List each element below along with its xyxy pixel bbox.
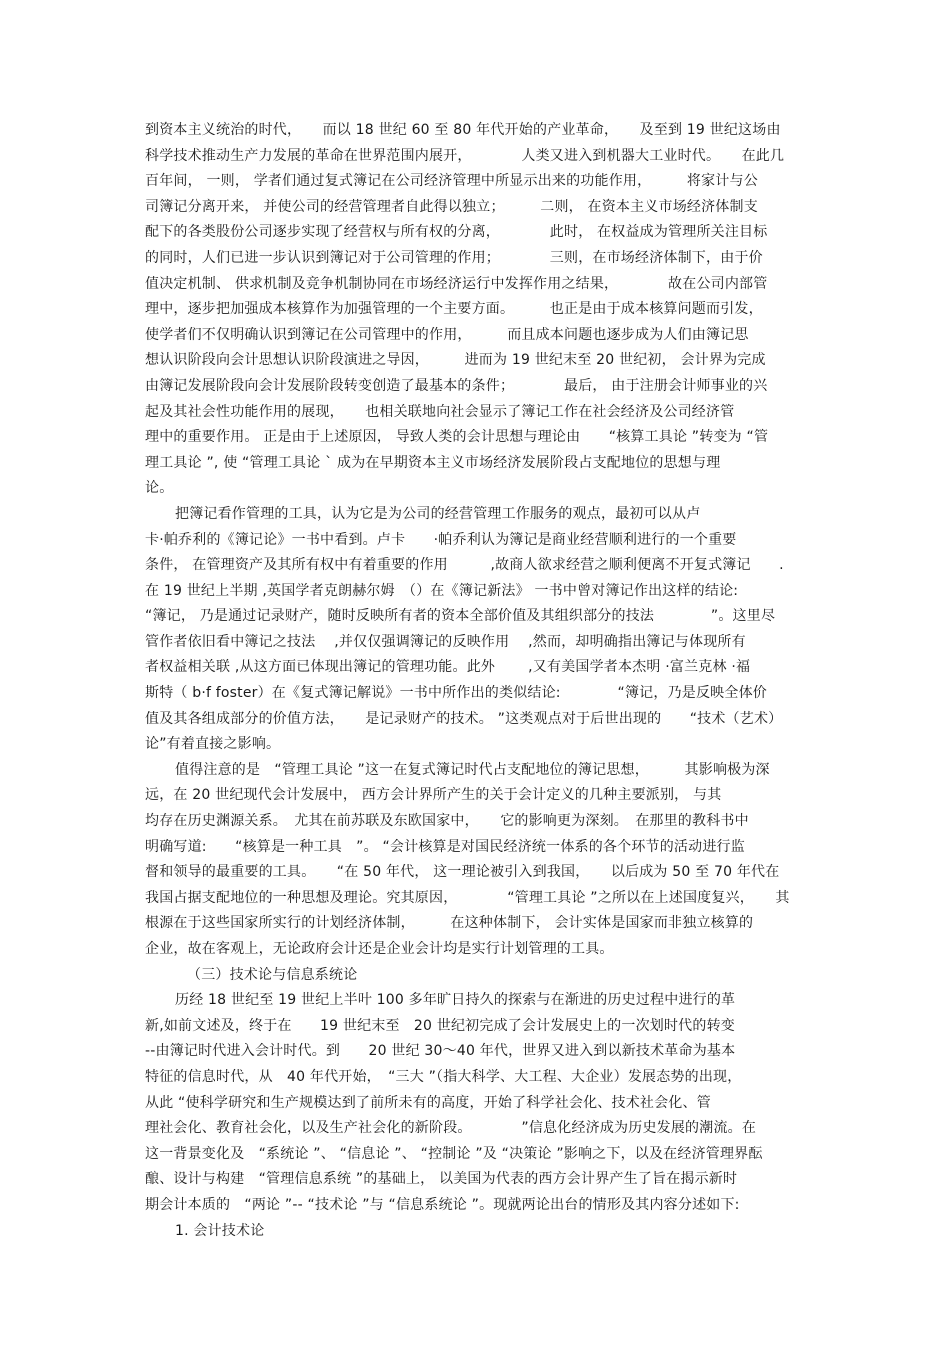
text-line: 值决定机制、 供求机制及竞争机制协同在市场经济运行中发挥作用之结果， 故在公司内部管 [145, 275, 768, 292]
text-line: 均存在历史渊源关系。 尤其在前苏联及东欧国家中， 它的影响更为深刻。 在那里的教科书中 [145, 813, 749, 830]
text-line: 斯特（ b·f foster）在《复式簿记解说》一书中所作出的类似结论: “簿记，乃是反映全体价 [145, 685, 767, 702]
text-line: 的同时，人们已进一步认识到簿记对于公司管理的作用； 三则，在市场经济体制下，由于价 [145, 249, 763, 266]
text-line: 历经 18 世纪至 19 世纪上半叶 100 多年旷日持久的探索与在渐进的历史过程中进行的革 [175, 992, 736, 1009]
text-line: 理社会化、教育社会化，以及生产社会化的新阶段。 ”信息化经济成为历史发展的潮流。在 [145, 1120, 757, 1137]
text-line: --由簿记时代进入会计时代。到 20 世纪 30～40 年代，世界又进入到以新技术革命为基本 [145, 1043, 736, 1060]
text-line: 酿、设计与构建 “管理信息系统 ”的基础上， 以美国为代表的西方会计界产生了旨在揭示新时 [145, 1171, 738, 1188]
text-line: 1. 会计技术论 [175, 1222, 265, 1239]
text-line: 把簿记看作管理的工具，认为它是为公司的经营管理工作服务的观点，最初可以从卢 [175, 505, 701, 522]
text-line: 想认识阶段向会计思想认识阶段演进之导因， 进而为 19 世纪末至 20 世纪初， 会计界为完成 [145, 352, 766, 369]
text-line: 从此 “使科学研究和生产规模达到了前所未有的高度，开始了科学社会化、技术社会化、管 [145, 1094, 711, 1111]
text-line: 者权益相关联 ,从这方面已体现出簿记的管理功能。此外 ,又有美国学者本杰明 ·富兰克林 ·福 [145, 659, 751, 676]
text-line: 理中的重要作用。 正是由于上述原因， 导致人类的会计思想与理论由 “核算工具论 ”转变为 “管 [145, 429, 769, 446]
text-line: 百年间， 一则， 学者们通过复式簿记在公司经济管理中所显示出来的功能作用， 将家计与公 [145, 173, 758, 190]
text-line: 我国占据支配地位的一种思想及理论。究其原因， “管理工具论 ”之所以在上述国度复兴， 其 [145, 889, 790, 906]
text-line: 论”有着直接之影响。 [145, 736, 281, 753]
text-line: 理中，逐步把加强成本核算作为加强管理的一个主要方面。 也正是由于成本核算问题而引发， [145, 301, 763, 318]
text-line: 新,如前文述及，终于在 19 世纪末至 20 世纪初完成了会计发展史上的一次划时代的转变 [145, 1017, 735, 1034]
text-line: “簿记， 乃是通过记录财产，随时反映所有者的资本全部价值及其组织部分的技法 ”。这里尽 [145, 608, 776, 625]
text-line: 督和领导的最重要的工具。 “在 50 年代， 这一理论被引入到我国， 以后成为 50 至 70 年代在 [145, 864, 780, 881]
text-line: 明确写道: “核算是一种工具 ”。 “会计核算是对国民经济统一体系的各个环节的活动进行监 [145, 838, 745, 855]
text-line: 企业，故在客观上，无论政府会计还是企业会计均是实行计划管理的工具。 [145, 941, 614, 957]
text-line: 期会计本质的 “两论 ”-- “技术论 ”与 “信息系统论 ”。现就两论出台的情形及其内容分述如下: [145, 1196, 740, 1213]
text-line: 卡·帕乔利的《簿记论》一书中看到。卢卡 ·帕乔利认为簿记是商业经营顺利进行的一个重要 [145, 531, 737, 548]
text-line: 使学者们不仅明确认识到簿记在公司管理中的作用， 而且成本问题也逐步成为人们由簿记思 [145, 326, 749, 343]
text-line: 到资本主义统治的时代， 而以 18 世纪 60 至 80 年代开始的产业革命， 及至到 19 世纪这场由 [145, 122, 781, 138]
text-line: 配下的各类股份公司逐步实现了经营权与所有权的分离， 此时， 在权益成为管理所关注目标 [145, 224, 768, 241]
text-line: 司簿记分离开来， 并使公司的经营管理者自此得以独立； 二则， 在资本主义市场经济体制支 [145, 198, 758, 215]
text-line: 起及其社会性功能作用的展现， 也相关联地向社会显示了簿记工作在社会经济及公司经济管 [145, 403, 735, 420]
text-line: 远，在 20 世纪现代会计发展中， 西方会计界所产生的关于会计定义的几种主要派别， 与其 [145, 787, 722, 804]
body-text [145, 118, 815, 1244]
text-line: 管作者依旧看中簿记之技法 ,并仅仅强调簿记的反映作用 ,然而，却明确指出簿记与体现所有 [145, 633, 746, 650]
text-line: 这一背景变化及 “系统论 ”、 “信息论 ”、 “控制论 ”及 “决策论 ”影响之下，以及在经济管理界酝 [145, 1145, 763, 1162]
text-line: 条件， 在管理资产及其所有权中有着重要的作用 ,故商人欲求经营之顺利便离不开复式簿记 . [145, 557, 784, 574]
text-line: 由簿记发展阶段向会计发展阶段转变创造了最基本的条件； 最后， 由于注册会计师事业的兴 [145, 377, 768, 394]
text-line: 值及其各组成部分的价值方法， 是记录财产的技术。 ”这类观点对于后世出现的 “技术（艺术） [145, 710, 783, 727]
text-line: 理工具论 ”, 使 “管理工具论 ` 成为在早期资本主义市场经济发展阶段占支配地位的思想与理 [145, 454, 721, 471]
text-line: 根源在于这些国家所实行的计划经济体制， 在这种体制下， 会计实体是国家而非独立核算的 [145, 915, 754, 932]
text-line: 特征的信息时代，从 40 年代开始， “三大 ”（指大科学、大工程、大企业）发展态势的出现， [145, 1068, 742, 1085]
text-line: 论。 [145, 480, 174, 497]
text-line: 在 19 世纪上半期 ,英国学者克朗赫尔姆 （）在《簿记新法》 一书中曾对簿记作出这样的结论: [145, 582, 739, 599]
text-line: （三）技术论与信息系统论 [187, 966, 358, 983]
text-line: 值得注意的是 “管理工具论 ”这一在复式簿记时代占支配地位的簿记思想， 其影响极为深 [175, 761, 770, 778]
text-line: 科学技术推动生产力发展的革命在世界范围内展开， 人类又进入到机器大工业时代。 在此几 [145, 147, 785, 164]
